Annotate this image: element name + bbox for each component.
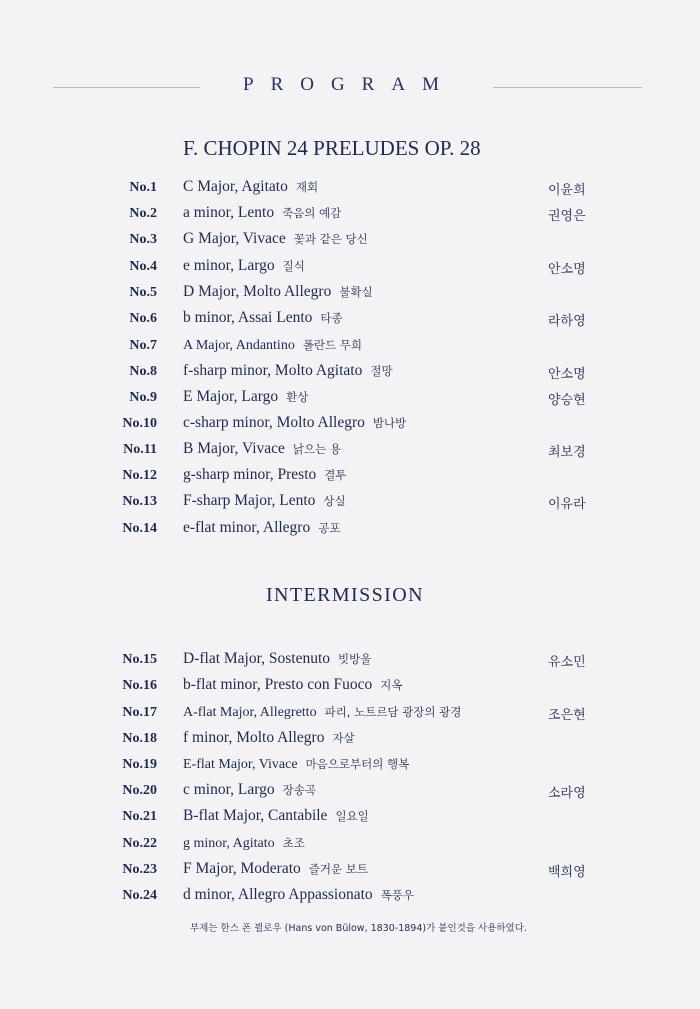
- prelude-tempo: G Major, Vivace: [183, 230, 286, 247]
- prelude-subtitle: 마음으로부터의 행복: [305, 757, 410, 771]
- prelude-number: No.15: [122, 652, 157, 667]
- prelude-tempo: E Major, Largo: [183, 388, 279, 405]
- prelude-tempo: D-flat Major, Sostenuto: [183, 650, 331, 667]
- prelude-title: [183, 362, 393, 380]
- prelude-title: [183, 440, 341, 458]
- prelude-number: No.9: [129, 390, 157, 405]
- program-row: [0, 362, 700, 384]
- program-row: [0, 755, 700, 777]
- intermission-heading: INTERMISSION: [266, 584, 424, 606]
- prelude-title: [183, 781, 316, 799]
- prelude-tempo: b-flat minor, Presto con Fuoco: [183, 676, 373, 693]
- performer-name: 조은현: [548, 708, 586, 723]
- prelude-title: [183, 729, 355, 747]
- prelude-title: [183, 834, 305, 852]
- prelude-title: [183, 336, 362, 354]
- prelude-number: No.11: [123, 442, 157, 457]
- prelude-subtitle: 초조: [282, 836, 305, 850]
- prelude-subtitle: 질식: [282, 259, 305, 273]
- prelude-tempo: D Major, Molto Allegro: [183, 283, 332, 300]
- prelude-tempo: e-flat minor, Allegro: [183, 519, 311, 536]
- prelude-title: [183, 230, 368, 248]
- header-rule-left: [53, 87, 200, 88]
- prelude-subtitle: 상실: [323, 494, 346, 508]
- prelude-title: [183, 492, 346, 510]
- prelude-title: [183, 676, 402, 694]
- performer-name: 안소명: [548, 262, 586, 277]
- prelude-number: No.14: [122, 521, 157, 536]
- prelude-tempo: F Major, Moderato: [183, 860, 301, 877]
- prelude-tempo: g minor, Agitato: [183, 836, 275, 851]
- performer-name: 백희영: [548, 865, 586, 880]
- prelude-number: No.16: [122, 678, 157, 693]
- program-row: [0, 257, 700, 279]
- prelude-title: [183, 703, 461, 721]
- prelude-tempo: f-sharp minor, Molto Agitato: [183, 362, 363, 379]
- program-row: [0, 519, 700, 541]
- prelude-number: No.10: [122, 416, 157, 431]
- prelude-subtitle: 폴란드 무희: [302, 338, 363, 352]
- prelude-number: No.21: [122, 809, 157, 824]
- prelude-subtitle: 낡으는 용: [292, 442, 341, 456]
- prelude-number: No.4: [129, 259, 157, 274]
- prelude-number: No.22: [122, 836, 157, 851]
- program-row: [0, 834, 700, 856]
- performer-name: 양승현: [548, 393, 586, 408]
- prelude-tempo: A-flat Major, Allegretto: [183, 705, 317, 720]
- prelude-title: [183, 388, 308, 406]
- prelude-subtitle: 죽음의 예감: [282, 206, 342, 220]
- prelude-tempo: E-flat Major, Vivace: [183, 757, 298, 772]
- prelude-title: [183, 860, 368, 878]
- performer-name: 이유라: [548, 497, 586, 512]
- prelude-number: No.17: [122, 705, 157, 720]
- program-row: [0, 230, 700, 252]
- prelude-title: [183, 178, 318, 196]
- prelude-title: [183, 519, 340, 537]
- program-row: [0, 703, 700, 725]
- program-row: [0, 781, 700, 803]
- performer-name: 유소민: [548, 655, 586, 670]
- prelude-number: No.12: [122, 468, 157, 483]
- prelude-subtitle: 빗방울: [338, 652, 372, 666]
- program-row: [0, 860, 700, 882]
- prelude-subtitle: 장송곡: [282, 783, 316, 797]
- program-title: PROGRAM: [243, 74, 456, 95]
- performer-name: 이윤희: [548, 183, 586, 198]
- program-row: [0, 414, 700, 436]
- performer-name: 소라영: [548, 786, 586, 801]
- prelude-tempo: b minor, Assai Lento: [183, 309, 313, 326]
- prelude-number: No.18: [122, 731, 157, 746]
- prelude-subtitle: 즐거운 보트: [308, 862, 368, 876]
- program-row: [0, 204, 700, 226]
- prelude-title: [183, 466, 346, 484]
- footnote: 부제는 한스 폰 뷜로우 (Hans von Bülow, 1830-1894)가 붙인것을 사용하였다.: [190, 923, 527, 934]
- program-row: [0, 807, 700, 829]
- performer-name: 최보경: [548, 445, 586, 460]
- prelude-number: No.1: [129, 180, 157, 195]
- prelude-tempo: e minor, Largo: [183, 257, 275, 274]
- prelude-number: No.6: [129, 311, 157, 326]
- prelude-subtitle: 자살: [332, 731, 355, 745]
- work-title: F. CHOPIN 24 PRELUDES OP. 28: [183, 136, 481, 160]
- prelude-title: [183, 414, 406, 432]
- prelude-number: No.5: [129, 285, 157, 300]
- prelude-title: [183, 807, 369, 825]
- program-row: [0, 492, 700, 514]
- prelude-number: No.23: [122, 862, 157, 877]
- program-row: [0, 283, 700, 305]
- prelude-subtitle: 지옥: [380, 678, 403, 692]
- header-rule-right: [493, 87, 642, 88]
- prelude-subtitle: 타종: [320, 311, 343, 325]
- prelude-subtitle: 파리, 노트르담 광장의 광경: [324, 705, 462, 719]
- prelude-number: No.20: [122, 783, 157, 798]
- prelude-tempo: F-sharp Major, Lento: [183, 492, 316, 509]
- program-row: [0, 388, 700, 410]
- prelude-number: No.8: [129, 364, 157, 379]
- prelude-subtitle: 밤나방: [372, 416, 407, 430]
- prelude-tempo: A Major, Andantino: [183, 338, 295, 353]
- prelude-tempo: a minor, Lento: [183, 204, 275, 221]
- program-row: [0, 676, 700, 698]
- prelude-title: [183, 283, 373, 301]
- prelude-title: [183, 309, 343, 327]
- program-header: [0, 74, 700, 102]
- prelude-number: No.2: [129, 206, 157, 221]
- program-row: [0, 440, 700, 462]
- prelude-tempo: c minor, Largo: [183, 781, 275, 798]
- prelude-subtitle: 폭풍우: [380, 888, 414, 902]
- program-row: [0, 466, 700, 488]
- prelude-subtitle: 환상: [286, 390, 309, 404]
- prelude-title: [183, 650, 371, 668]
- performer-name: 안소명: [548, 367, 586, 382]
- prelude-title: [183, 204, 341, 222]
- performer-name: 라하영: [548, 314, 586, 329]
- performer-name: 권영은: [548, 209, 586, 224]
- prelude-subtitle: 결투: [324, 468, 347, 482]
- prelude-number: No.7: [129, 338, 157, 353]
- prelude-subtitle: 꽃과 같은 당신: [293, 232, 368, 246]
- program-row: [0, 309, 700, 331]
- prelude-number: No.13: [122, 494, 157, 509]
- prelude-number: No.3: [129, 232, 157, 247]
- prelude-number: No.19: [122, 757, 157, 772]
- program-row: [0, 886, 700, 908]
- prelude-title: [183, 755, 409, 773]
- prelude-title: [183, 257, 305, 275]
- program-row: [0, 336, 700, 358]
- prelude-tempo: B Major, Vivace: [183, 440, 285, 457]
- prelude-tempo: d minor, Allegro Appassionato: [183, 886, 373, 903]
- prelude-number: No.24: [122, 888, 157, 903]
- prelude-subtitle: 불확실: [339, 285, 373, 299]
- program-row: [0, 178, 700, 200]
- prelude-subtitle: 공포: [318, 521, 341, 535]
- prelude-title: [183, 886, 414, 904]
- prelude-tempo: c-sharp minor, Molto Allegro: [183, 414, 365, 431]
- prelude-subtitle: 절망: [370, 364, 393, 378]
- prelude-subtitle: 일요일: [335, 809, 369, 823]
- program-row: [0, 650, 700, 672]
- prelude-tempo: C Major, Agitato: [183, 178, 288, 195]
- prelude-subtitle: 재회: [295, 180, 319, 194]
- prelude-tempo: g-sharp minor, Presto: [183, 466, 317, 483]
- program-row: [0, 729, 700, 751]
- prelude-tempo: B-flat Major, Cantabile: [183, 807, 328, 824]
- prelude-tempo: f minor, Molto Allegro: [183, 729, 325, 746]
